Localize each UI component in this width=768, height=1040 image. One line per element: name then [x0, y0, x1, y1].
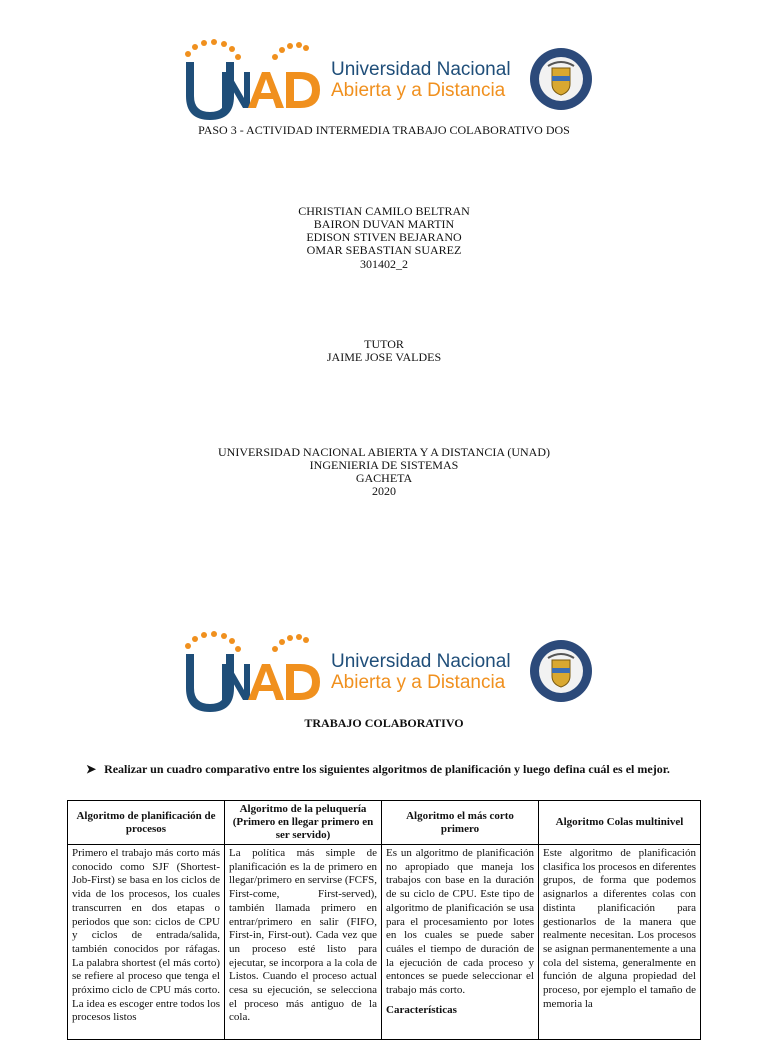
table-header-cell: Algoritmo el más corto primero [382, 801, 539, 845]
unad-logo-icon [178, 630, 328, 716]
university-name-line1: Universidad Nacional [331, 651, 511, 672]
author-3: EDISON STIVEN BEJARANO [306, 230, 462, 244]
colombia-seal-icon [528, 46, 594, 112]
author-2: BAIRON DUVAN MARTIN [313, 217, 455, 231]
section-title: TRABAJO COLABORATIVO [304, 716, 464, 730]
table-cell: Este algoritmo de planificación clasifica los procesos en diferentes grupos, de forma que podemos asignarlos a diferentes colas con distinta planificación para gestionarlos de la manera que realmente necesitan. Los procesos se asignan permanentemente a una cola del sistema, generalmente en función de alguna propiedad del proceso, por ejemplo el tamaño de memoria la [539, 845, 701, 1040]
city: GACHETA [355, 471, 413, 485]
header-logo-page1 [0, 38, 768, 128]
table-cell-subheading: Características [386, 1003, 457, 1016]
table-header-cell: Algoritmo Colas multinivel [539, 801, 701, 845]
program-name: INGENIERIA DE SISTEMAS [309, 458, 459, 472]
university-name-line1: Universidad Nacional [331, 59, 511, 80]
year: 2020 [372, 484, 396, 498]
group-number: 301402_2 [360, 257, 408, 271]
table-cell-text: Es un algoritmo de planificación no apropiado que maneja los trabajos con base en la duración de su ciclo de CPU. Este tipo de algoritmo de planificación se usa para el procesamiento por lotes en los cuales se puede saber cuáles el tiempo de duración de la ejecución de cada proceso y entonces se puede seleccionar el trabajo más corto. [386, 847, 534, 997]
comparison-table [67, 800, 701, 1040]
institution-name: UNIVERSIDAD NACIONAL ABIERTA Y A DISTANCIA (UNAD) [217, 445, 550, 459]
table-header-cell: Algoritmo de planificación de procesos [68, 801, 225, 845]
table-cell: Primero el trabajo más corto más conocido como SJF (Shortest-Job-First) se basa en los ciclos de vida de los procesos, los cuales transcurren en dos etapas o periodos que son: ciclos de CPU y ciclos de entrada/salida, también conocidos por ráfagas. La palabra shortest (el más corto) se refiere al proceso que tenga el próximo ciclo de CPU más corto. La idea es escoger entre todos los procesos listos [68, 845, 225, 1040]
arrow-bullet-icon: ➤ [86, 762, 97, 776]
table-header-cell: Algoritmo de la peluquería (Primero en llegar primero en ser servido) [225, 801, 382, 845]
tutor-label: TUTOR [364, 337, 404, 351]
header-logo-page2 [0, 630, 768, 720]
instruction-item [86, 762, 670, 777]
university-name-line2: Abierta y a Distancia [331, 672, 506, 693]
university-name [331, 651, 511, 693]
instruction-text: Realizar un cuadro comparativo entre los siguientes algoritmos de planificación y luego defina cuál es el mejor. [104, 762, 670, 776]
table-header-row [68, 801, 701, 845]
table-row [68, 845, 701, 1040]
colombia-seal-icon [528, 638, 594, 704]
tutor-name: JAIME JOSE VALDES [326, 350, 442, 364]
author-4: OMAR SEBASTIAN SUAREZ [306, 243, 462, 257]
table-cell [382, 845, 539, 1040]
university-name-line2: Abierta y a Distancia [331, 80, 506, 101]
university-name [331, 59, 511, 101]
table-cell: La política más simple de planificación es la de primero en llegar/primero en servirse (FCFS, First-come, First-served), también llamada primero en entrar/primero en salir (FIFO, First-in, First-out). Cada vez que un proceso esté listo para ejecutar, se incorpora a la cola de Listos. Cuando el proceso actual cesa su ejecución, se selecciona el proceso más antiguo de la cola. [225, 845, 382, 1040]
activity-title: PASO 3 - ACTIVIDAD INTERMEDIA TRABAJO COLABORATIVO DOS [198, 123, 570, 137]
unad-logo-icon [178, 38, 328, 124]
author-1: CHRISTIAN CAMILO BELTRAN [298, 204, 470, 218]
